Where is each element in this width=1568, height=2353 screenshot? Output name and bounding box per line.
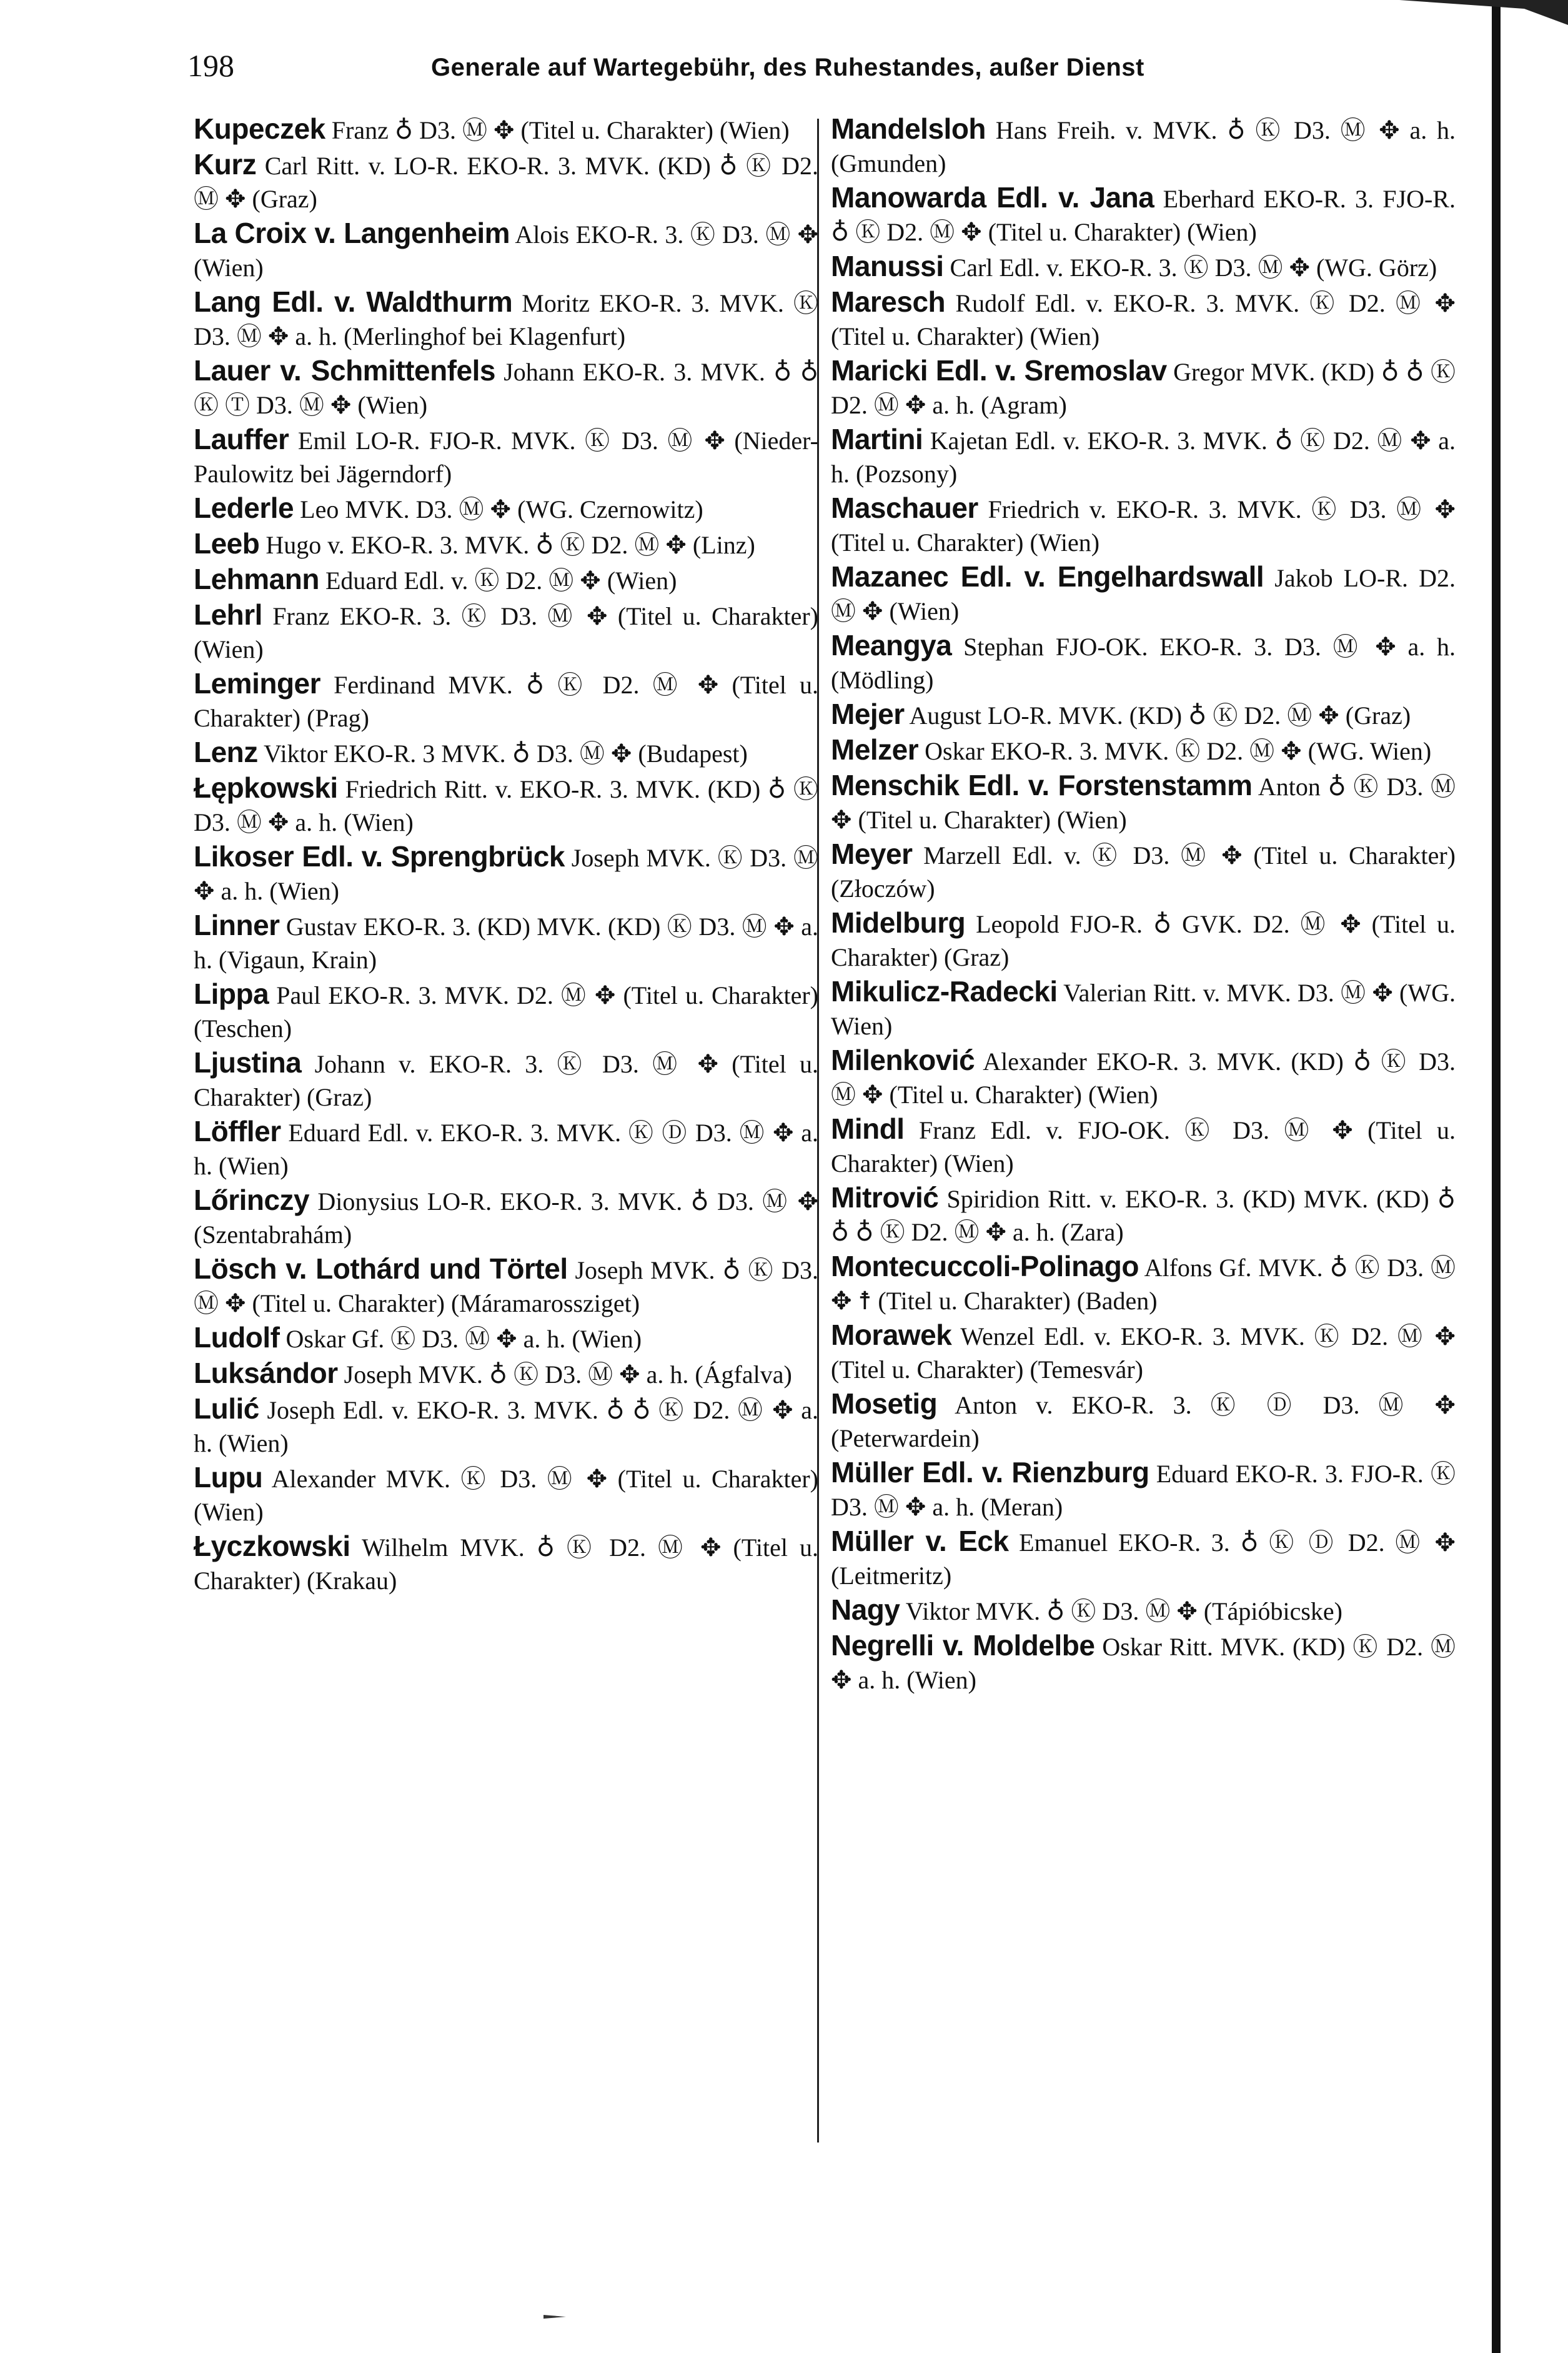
directory-entry — [194, 840, 818, 908]
entry-name: Lehmann — [194, 563, 319, 595]
entry-name: Meangya — [831, 629, 952, 661]
directory-entry — [831, 250, 1456, 284]
entry-name: Morawek — [831, 1319, 952, 1351]
entry-details: Wilhelm MVK. ♁ Ⓚ D2. Ⓜ ✥ (Titel u. Charakter) (Krakau) — [194, 1533, 818, 1595]
entry-name: Lederle — [194, 492, 294, 524]
directory-entry — [831, 354, 1456, 422]
directory-entry — [831, 423, 1456, 490]
entry-details: Carl Edl. v. EKO-R. 3. Ⓚ D3. Ⓜ ✥ (WG. Görz) — [943, 254, 1437, 282]
entry-details: Emanuel EKO-R. 3. ♁ Ⓚ Ⓓ D2. Ⓜ ✥ (Leitmeritz) — [831, 1528, 1456, 1590]
entry-name: Müller Edl. v. Rienzburg — [831, 1456, 1149, 1489]
entry-name: Nagy — [831, 1593, 900, 1626]
entry-details: Oskar EKO-R. 3. MVK. Ⓚ D2. Ⓜ ✥ (WG. Wien) — [918, 737, 1432, 765]
entry-name: Melzer — [831, 733, 919, 766]
entry-name: Lehrl — [194, 598, 262, 631]
directory-entry — [831, 1319, 1456, 1386]
directory-entry — [831, 1525, 1456, 1592]
directory-entry — [194, 148, 818, 215]
entry-name: Ljustina — [194, 1046, 302, 1079]
directory-entry — [194, 1252, 818, 1320]
entry-name: Łyczkowski — [194, 1530, 350, 1562]
entry-name: Lauffer — [194, 423, 289, 455]
directory-entry — [831, 698, 1456, 732]
entry-name: Lupu — [194, 1461, 263, 1494]
directory-entry — [194, 112, 818, 147]
entry-details: Joseph MVK. Ⓚ D3. Ⓜ ✥ a. h. (Wien) — [194, 844, 818, 905]
entry-name: Milenković — [831, 1044, 975, 1076]
entry-name: Leminger — [194, 667, 321, 700]
entry-details: Johann v. EKO-R. 3. Ⓚ D3. Ⓜ ✥ (Titel u. Charakter) (Graz) — [194, 1050, 818, 1111]
directory-entry — [194, 1046, 818, 1114]
directory-entry — [831, 560, 1456, 628]
entry-name: Likoser Edl. v. Sprengbrück — [194, 840, 565, 873]
entry-details: August LO-R. MVK. (KD) ♁ Ⓚ D2. Ⓜ ✥ (Graz) — [904, 701, 1411, 730]
entry-name: Maricki Edl. v. Sremoslav — [831, 354, 1167, 387]
directory-entry — [831, 1112, 1456, 1180]
entry-name: Martini — [831, 423, 923, 455]
directory-entry — [831, 1044, 1456, 1111]
entry-details: Joseph Edl. v. EKO-R. 3. MVK. ♁ ♁ Ⓚ D2. Ⓜ ✥ a. h. (Wien) — [194, 1396, 818, 1457]
directory-entry — [831, 1629, 1456, 1697]
entry-details: Dionysius LO-R. EKO-R. 3. MVK. ♁ D3. Ⓜ ✥ (Szentabrahám) — [194, 1187, 818, 1249]
entry-name: Kupeczek — [194, 112, 325, 145]
directory-entry — [831, 1456, 1456, 1523]
entry-name: Midelburg — [831, 906, 966, 939]
entry-name: Lauer v. Schmittenfels — [194, 354, 495, 387]
scan-edge-border — [1492, 0, 1501, 2353]
entry-details: Viktor EKO-R. 3 MVK. ♁ D3. Ⓜ ✥ (Budapest) — [257, 740, 748, 768]
entry-details: Gustav EKO-R. 3. (KD) MVK. (KD) Ⓚ D3. Ⓜ ✥ a. h. (Vigaun, Krain) — [194, 913, 818, 974]
entry-details: Carl Ritt. v. LO-R. EKO-R. 3. MVK. (KD) ♁ Ⓚ D2. Ⓜ ✥ (Graz) — [194, 152, 818, 213]
page-header — [187, 47, 1231, 91]
entry-name: Mazanec Edl. v. Engelhardswall — [831, 560, 1264, 593]
entry-details: Kajetan Edl. v. EKO-R. 3. MVK. ♁ Ⓚ D2. Ⓜ ✥ a. h. (Pozsony) — [831, 427, 1456, 488]
directory-entry — [831, 492, 1456, 559]
directory-entry — [194, 978, 818, 1045]
entry-details: Emil LO-R. FJO-R. MVK. Ⓚ D3. Ⓜ ✥ (Nieder-Paulowitz bei Jägerndorf) — [194, 427, 818, 488]
directory-entry — [831, 838, 1456, 905]
entry-name: Linner — [194, 909, 280, 941]
entry-name: Maschauer — [831, 492, 978, 524]
directory-entry — [194, 285, 818, 353]
entry-name: Lang Edl. v. Waldthurm — [194, 285, 513, 318]
entry-details: Eberhard EKO-R. 3. FJO-R. ♁ Ⓚ D2. Ⓜ ✥ (Titel u. Charakter) (Wien) — [831, 185, 1456, 246]
entry-details: Anton v. EKO-R. 3. Ⓚ Ⓓ D3. Ⓜ ✥ (Peterwardein) — [831, 1391, 1456, 1452]
entry-details: Franz ♁ D3. Ⓜ ✥ (Titel u. Charakter) (Wien) — [325, 116, 790, 144]
scan-dust-mark — [543, 2312, 566, 2321]
entry-name: Mitrović — [831, 1181, 939, 1214]
directory-entry — [831, 285, 1456, 353]
entry-details: Friedrich v. EKO-R. 3. MVK. Ⓚ D3. Ⓜ ✥ (Titel u. Charakter) (Wien) — [831, 495, 1456, 557]
entry-details: Eduard Edl. v. Ⓚ D2. Ⓜ ✥ (Wien) — [319, 567, 677, 595]
entry-details: Rudolf Edl. v. EKO-R. 3. MVK. Ⓚ D2. Ⓜ ✥ (Titel u. Charakter) (Wien) — [831, 289, 1456, 350]
directory-entry — [194, 1321, 818, 1355]
directory-entry — [831, 1181, 1456, 1249]
entry-details: Oskar Gf. Ⓚ D3. Ⓜ ✥ a. h. (Wien) — [279, 1325, 642, 1353]
entry-name: Mejer — [831, 698, 905, 730]
directory-entry — [194, 217, 818, 284]
entry-name: Manowarda Edl. v. Jana — [831, 181, 1154, 214]
directory-entry — [831, 733, 1456, 768]
scan-corner-artifact — [1399, 0, 1568, 25]
directory-entry — [194, 563, 818, 597]
entry-details: Eduard Edl. v. EKO-R. 3. MVK. Ⓚ Ⓓ D3. Ⓜ ✥ a. h. (Wien) — [194, 1119, 818, 1180]
entry-name: Lőrinczy — [194, 1184, 310, 1216]
entry-name: La Croix v. Langenheim — [194, 217, 510, 249]
entry-name: Negrelli v. Moldelbe — [831, 1629, 1095, 1662]
entry-name: Löffler — [194, 1115, 281, 1147]
entry-details: Franz EKO-R. 3. Ⓚ D3. Ⓜ ✥ (Titel u. Charakter) (Wien) — [194, 602, 818, 663]
directory-entry — [831, 1593, 1456, 1628]
directory-entry — [831, 112, 1456, 180]
entry-name: Manussi — [831, 250, 944, 282]
right-column — [831, 112, 1456, 1698]
directory-entry — [831, 629, 1456, 696]
directory-entry — [194, 1392, 818, 1460]
directory-entry — [194, 1461, 818, 1528]
entry-details: Johann EKO-R. 3. MVK. ♁ ♁ Ⓚ Ⓣ D3. Ⓜ ✥ (Wien) — [194, 358, 818, 419]
directory-entry — [194, 354, 818, 422]
entry-details: Alois EKO-R. 3. Ⓚ D3. Ⓜ ✥ (Wien) — [194, 220, 818, 282]
entry-details: Paul EKO-R. 3. MVK. D2. Ⓜ ✥ (Titel u. Charakter) (Teschen) — [194, 981, 818, 1043]
entry-details: Marzell Edl. v. Ⓚ D3. Ⓜ ✥ (Titel u. Charakter) (Złoczów) — [831, 841, 1456, 903]
entry-name: Mandelsloh — [831, 112, 986, 145]
directory-entry — [194, 1115, 818, 1182]
entry-name: Lippa — [194, 978, 269, 1010]
entry-details: Spiridion Ritt. v. EKO-R. 3. (KD) MVK. (KD) ♁ ♁ ♁ Ⓚ D2. Ⓜ ✥ a. h. (Zara) — [831, 1185, 1456, 1246]
entry-details: Alexander MVK. Ⓚ D3. Ⓜ ✥ (Titel u. Charakter) (Wien) — [194, 1465, 818, 1526]
entry-name: Montecuccoli-Polinago — [831, 1250, 1139, 1282]
entry-details: Hans Freih. v. MVK. ♁ Ⓚ D3. Ⓜ ✥ a. h. (Gmunden) — [831, 116, 1456, 177]
entry-details: Alfons Gf. MVK. ♁ Ⓚ D3. Ⓜ ✥ ☨ (Titel u. Charakter) (Baden) — [831, 1254, 1456, 1315]
entry-details: Joseph MVK. ♁ Ⓚ D3. Ⓜ ✥ (Titel u. Charakter) (Máramarossziget) — [194, 1256, 818, 1317]
entry-name: Lenz — [194, 736, 258, 768]
entry-details: Valerian Ritt. v. MVK. D3. Ⓜ ✥ (WG. Wien) — [831, 979, 1456, 1040]
directory-entry — [194, 736, 818, 770]
directory-entry — [831, 975, 1456, 1043]
running-title: Generale auf Wartegebühr, des Ruhestandes, außer Dienst — [431, 54, 1144, 81]
entry-name: Kurz — [194, 148, 257, 181]
entry-details: Joseph MVK. ♁ Ⓚ D3. Ⓜ ✥ a. h. (Ágfalva) — [337, 1360, 792, 1389]
entry-details: Friedrich Ritt. v. EKO-R. 3. MVK. (KD) ♁ Ⓚ D3. Ⓜ ✥ a. h. (Wien) — [194, 775, 818, 836]
left-column — [194, 112, 818, 1598]
directory-entry — [194, 1357, 818, 1391]
directory-entry — [194, 1184, 818, 1251]
directory-entry — [831, 1250, 1456, 1317]
directory-entry — [831, 181, 1456, 249]
entry-details: Alexander EKO-R. 3. MVK. (KD) ♁ Ⓚ D3. Ⓜ ✥ (Titel u. Charakter) (Wien) — [831, 1048, 1456, 1109]
entry-name: Mikulicz-Radecki — [831, 975, 1058, 1008]
directory-entry — [194, 492, 818, 526]
entry-details: Wenzel Edl. v. EKO-R. 3. MVK. Ⓚ D2. Ⓜ ✥ (Titel u. Charakter) (Temesvár) — [831, 1322, 1456, 1384]
entry-details: Jakob LO-R. D2. Ⓜ ✥ (Wien) — [831, 564, 1456, 625]
entry-details: Gregor MVK. (KD) ♁ ♁ Ⓚ D2. Ⓜ ✥ a. h. (Agram) — [831, 358, 1456, 419]
entry-details: Moritz EKO-R. 3. MVK. Ⓚ D3. Ⓜ ✥ a. h. (Merlinghof bei Klagenfurt) — [194, 289, 818, 350]
directory-entry — [194, 423, 818, 490]
entry-details: Leopold FJO-R. ♁ GVK. D2. Ⓜ ✥ (Titel u. Charakter) (Graz) — [831, 910, 1456, 971]
directory-entry — [831, 906, 1456, 974]
entry-name: Łępkowski — [194, 771, 338, 804]
entry-details: Hugo v. EKO-R. 3. MVK. ♁ Ⓚ D2. Ⓜ ✥ (Linz) — [259, 531, 755, 559]
entry-name: Leeb — [194, 527, 260, 560]
entry-name: Mosetig — [831, 1387, 938, 1420]
entry-name: Meyer — [831, 838, 913, 870]
directory-entry — [194, 667, 818, 735]
directory-entry — [194, 598, 818, 666]
directory-entry — [194, 527, 818, 562]
entry-name: Ludolf — [194, 1321, 280, 1354]
directory-entry — [194, 909, 818, 976]
entry-details: Leo MVK. D3. Ⓜ ✥ (WG. Czernowitz) — [294, 495, 703, 523]
page-number: 198 — [187, 48, 234, 83]
entry-details: Viktor MVK. ♁ Ⓚ D3. Ⓜ ✥ (Tápióbicske) — [900, 1597, 1342, 1625]
entry-name: Luksándor — [194, 1357, 338, 1389]
entry-details: Anton ♁ Ⓚ D3. Ⓜ ✥ (Titel u. Charakter) (Wien) — [831, 773, 1456, 834]
entry-details: Eduard EKO-R. 3. FJO-R. Ⓚ D3. Ⓜ ✥ a. h. (Meran) — [831, 1460, 1456, 1521]
entry-name: Menschik Edl. v. Forstenstamm — [831, 769, 1253, 801]
entry-details: Stephan FJO-OK. EKO-R. 3. D3. Ⓜ ✥ a. h. (Mödling) — [831, 633, 1456, 694]
entry-name: Lulić — [194, 1392, 259, 1425]
directory-entry — [831, 1387, 1456, 1455]
entry-details: Franz Edl. v. FJO-OK. Ⓚ D3. Ⓜ ✥ (Titel u. Charakter) (Wien) — [831, 1116, 1456, 1177]
entry-name: Lösch v. Lothárd und Törtel — [194, 1252, 568, 1285]
entry-details: Oskar Ritt. MVK. (KD) Ⓚ D2. Ⓜ ✥ a. h. (Wien) — [831, 1633, 1456, 1694]
entry-name: Mindl — [831, 1112, 905, 1145]
entry-name: Müller v. Eck — [831, 1525, 1009, 1557]
directory-entry — [831, 769, 1456, 836]
directory-entry — [194, 771, 818, 839]
entry-name: Maresch — [831, 285, 946, 318]
directory-entry — [194, 1530, 818, 1597]
entry-details: Ferdinand MVK. ♁ Ⓚ D2. Ⓜ ✥ (Titel u. Charakter) (Prag) — [194, 671, 818, 732]
